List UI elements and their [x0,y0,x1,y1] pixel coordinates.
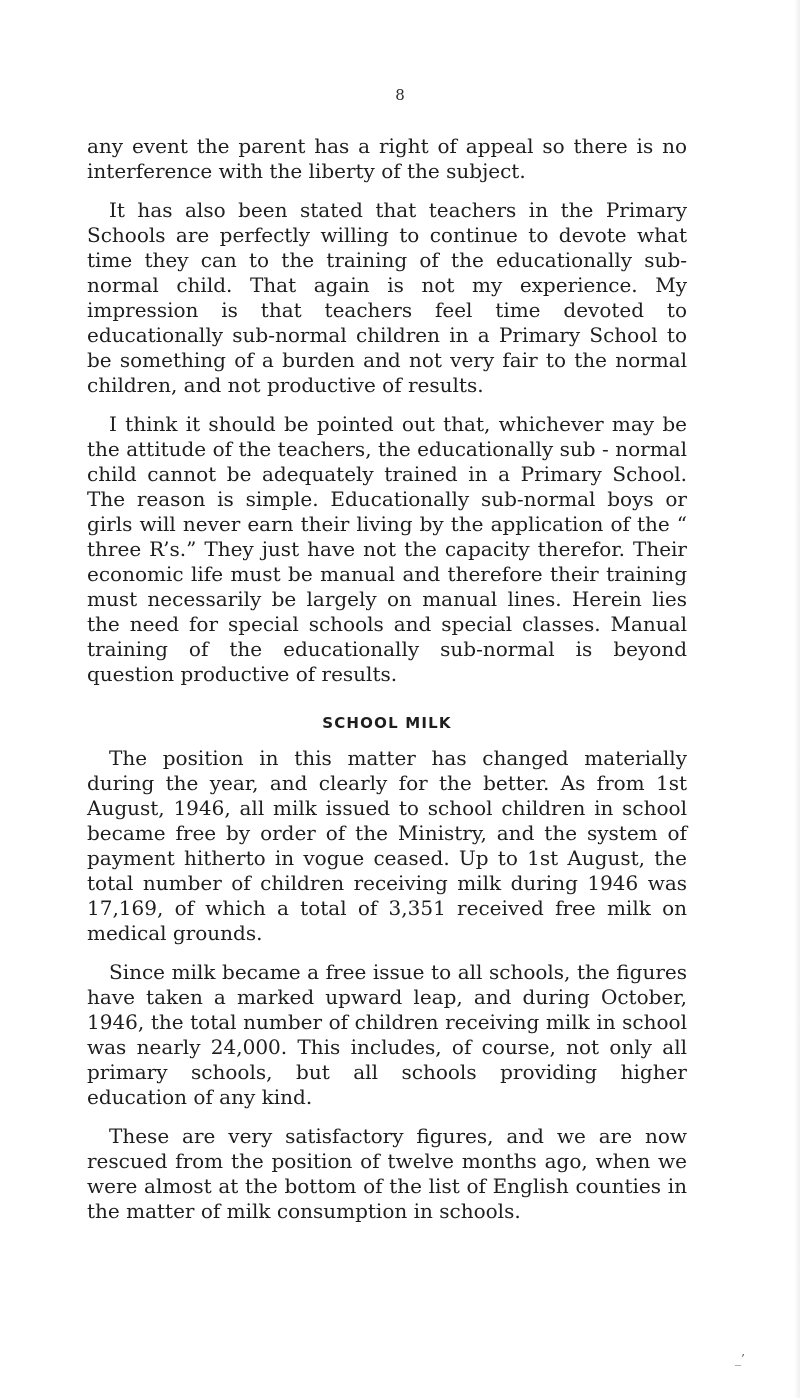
page-edge-shadow [794,0,800,1398]
paragraph-milk-free-issue: Since milk became a free issue to all schools, the figures have taken a marked upward leap, and during October, 1946, the total number of children receiving milk in school was nearly 24,000. This includes, of course, not only all primary schools, but all schools providing higher education of any kind. [87,960,687,1109]
paragraph-milk-satisfactory: These are very satisfactory figures, and we are now rescued from the position of twelve months ago, when we were almost at the bottom of the list of English counties in the matter of milk consumption in schools. [87,1124,687,1223]
body-text [87,134,687,1238]
paragraph-teachers-primary-schools: It has also been stated that teachers in the Primary Schools are perfectly willing to continue to devote what time they can to the training of the educationally sub-normal child. That again is not my experience. My impression is that teachers feel time devoted to educationally sub-normal children in a Primary School to be something of a burden and not very fair to the normal children, and not productive of results. [87,198,687,397]
paragraph-milk-position: The position in this matter has changed materially during the year, and clearly for the better. As from 1st August, 1946, all milk issued to school children in school became free by order of the Ministry, and the system of payment hitherto in vogue ceased. Up to 1st August, the total number of children receiving milk during 1946 was 17,169, of which a total of 3,351 received free milk on medical grounds. [87,746,687,945]
page-number: 8 [395,86,405,104]
paragraph-continuation: any event the parent has a right of appeal so there is no interference with the liberty of the subject. [87,134,687,183]
paragraph-sub-normal-training: I think it should be pointed out that, whichever may be the attitude of the teachers, the educationally sub - normal child cannot be adequately trained in a Primary School. The reason is simple. Educationally sub-normal boys or girls will never earn their living by the application of the “ three R’s.” They just have not the capacity therefor. Their economic life must be manual and therefore their training must necessarily be largely on manual lines. Herein lies the need for special schools and special classes. Manual training of the educationally sub-normal is beyond question productive of results. [87,412,687,686]
stray-mark: _’ [735,1352,745,1366]
section-heading-school-milk: SCHOOL MILK [322,714,452,732]
